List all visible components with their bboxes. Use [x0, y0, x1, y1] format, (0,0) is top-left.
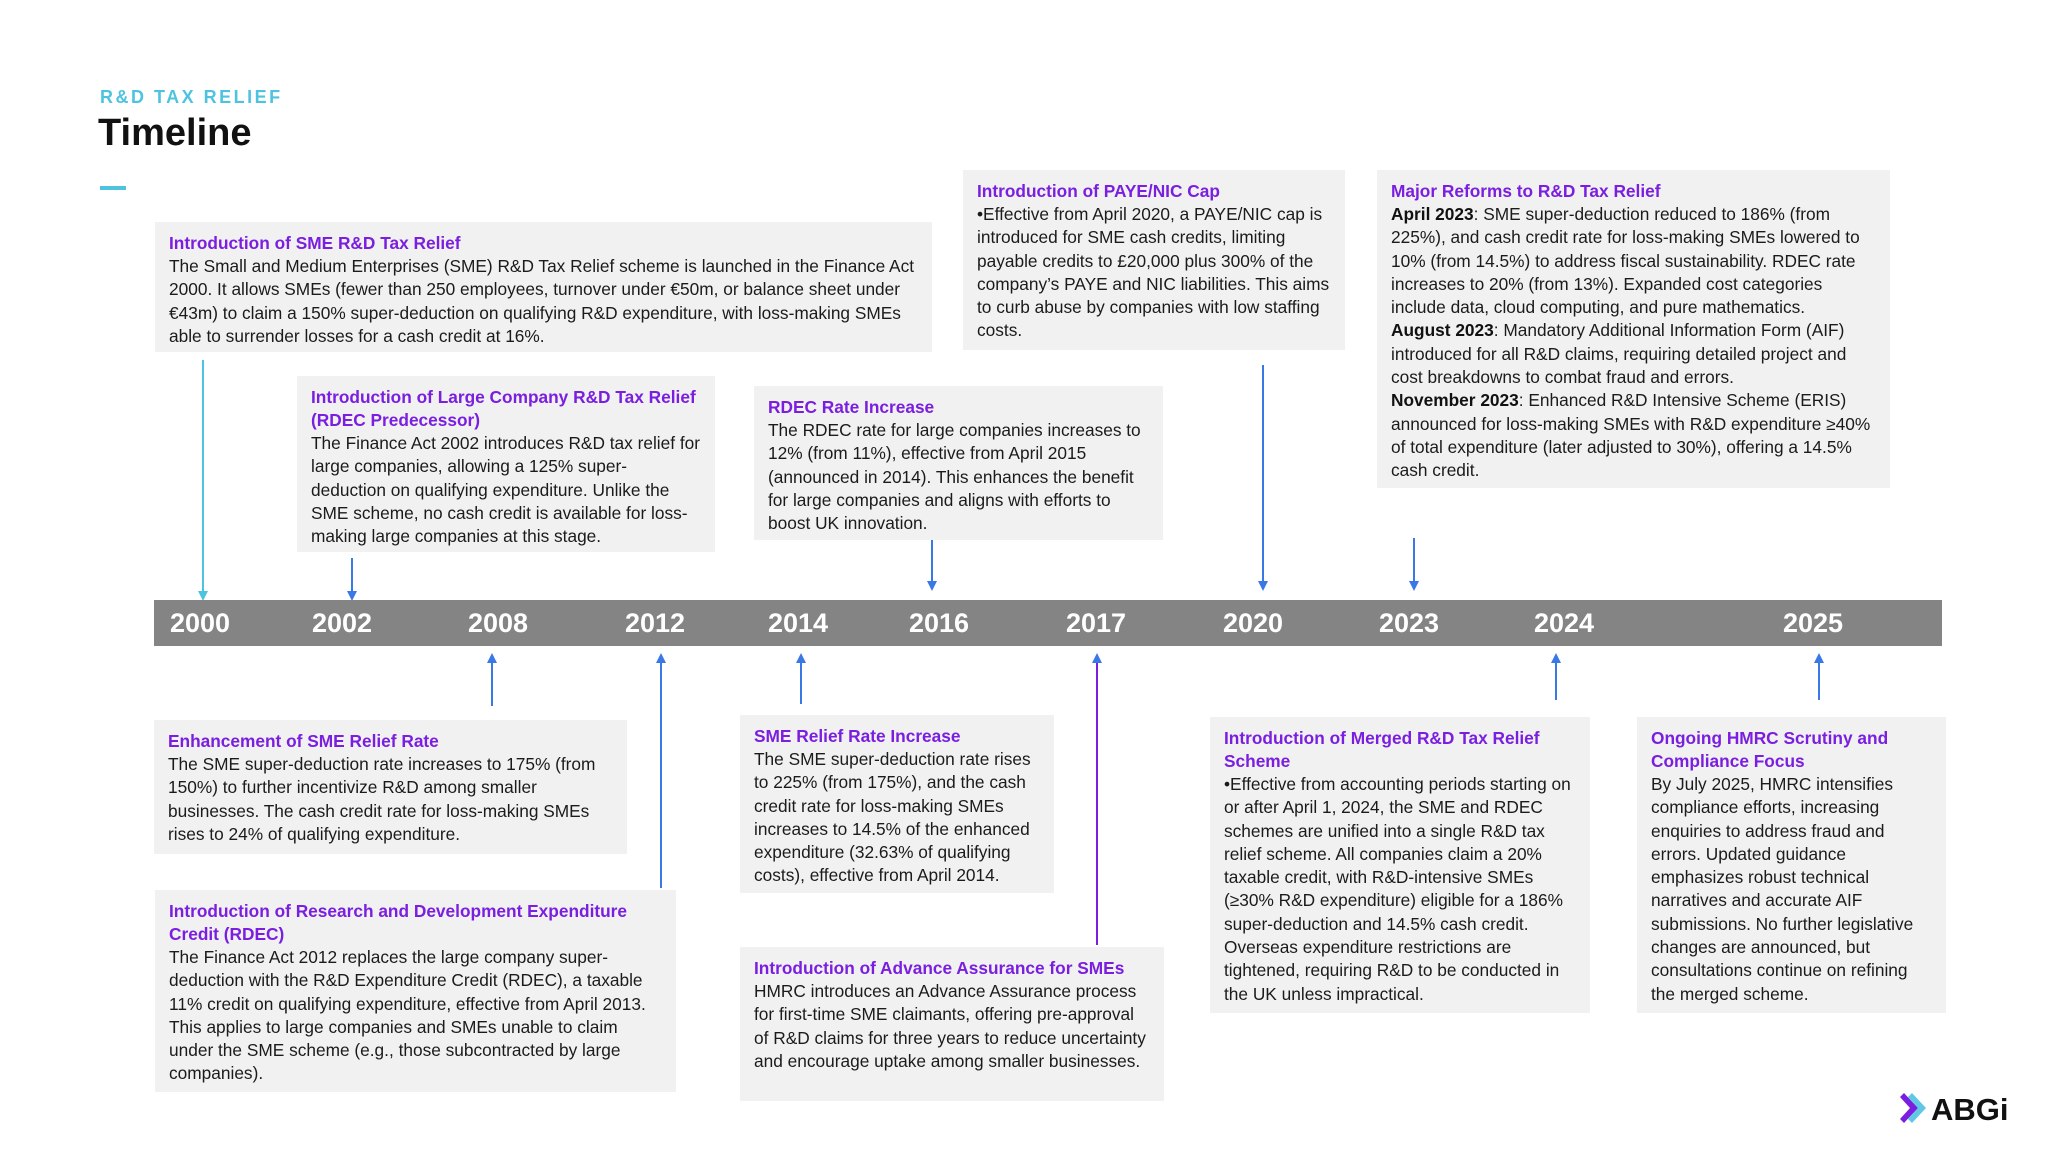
page-title: Timeline	[98, 112, 252, 154]
event-title: Introduction of PAYE/NIC Cap	[977, 181, 1220, 201]
event-description: The Finance Act 2012 replaces the large company super-deduction with the R&D Expenditure Credit (RDEC), a taxable 11% credit on qualifying expenditure, effective from April 2013. This applies to large companies and SMEs unable to claim under the SME scheme (e.g., those subcontracted by large companies).	[169, 947, 646, 1084]
event-description: HMRC introduces an Advance Assurance process for first-time SME claimants, offering pre-approval of R&D claims for three years to reduce uncertainty and encourage uptake among smaller businesses.	[754, 981, 1146, 1071]
event-title: RDEC Rate Increase	[768, 397, 935, 417]
year-label: 2020	[1222, 608, 1284, 638]
year-label: 2012	[624, 608, 686, 638]
event-title: Ongoing HMRC Scrutiny and Compliance Focus	[1651, 728, 1889, 771]
event-item	[1391, 319, 1876, 389]
event-title: Introduction of Large Company R&D Tax Relief (RDEC Predecessor)	[311, 387, 696, 430]
event-card-2000	[155, 222, 932, 352]
year-label: 2024	[1533, 608, 1595, 638]
event-card-2024	[1210, 717, 1590, 1013]
event-title: Introduction of Merged R&D Tax Relief Scheme	[1224, 728, 1540, 771]
event-card-2025	[1637, 717, 1946, 1013]
event-card-2020	[963, 170, 1345, 350]
event-card-2016	[754, 386, 1163, 540]
event-item	[1391, 389, 1876, 482]
year-label: 2002	[311, 608, 373, 638]
event-item-text: : SME super-deduction reduced to 186% (from 225%), and cash credit rate for loss-making SMEs lowered to 10% (from 14.5%) to address fiscal sustainability. RDEC rate increases to 20% (from 13%). Expanded cost categories include data, cloud computing, and pure mathematics.	[1391, 204, 1860, 318]
event-card-2012	[155, 890, 676, 1092]
event-description: The SME super-deduction rate increases to 175% (from 150%) to further incentivize R&D among smaller businesses. The cash credit rate for loss-making SMEs rises to 24% of qualifying expenditure.	[168, 754, 596, 844]
year-label: 2023	[1378, 608, 1440, 638]
event-title: Enhancement of SME Relief Rate	[168, 731, 439, 751]
event-description: The RDEC rate for large companies increases to 12% (from 11%), effective from April 2015 (announced in 2014). This enhances the benefit for large companies and aligns with efforts to boost UK innovation.	[768, 420, 1141, 534]
event-title: Introduction of SME R&D Tax Relief	[169, 233, 461, 253]
event-title: Major Reforms to R&D Tax Relief	[1391, 181, 1661, 201]
section-kicker: R&D TAX RELIEF	[100, 87, 283, 107]
year-label: 2000	[169, 608, 231, 638]
event-title: Introduction of Research and Development Expenditure Credit (RDEC)	[169, 901, 628, 944]
event-card-2014	[740, 715, 1054, 893]
event-description: The Small and Medium Enterprises (SME) R&D Tax Relief scheme is launched in the Finance Act 2000. It allows SMEs (fewer than 250 employees, turnover under €50m, or balance sheet under €43m) to claim a 150% super-deduction on qualifying R&D expenditure, with loss-making SMEs able to surrender losses for a cash credit at 16%.	[169, 256, 915, 346]
year-label: 2008	[467, 608, 529, 638]
event-card-2023	[1377, 170, 1890, 488]
event-item-text: : Mandatory Additional Information Form (AIF) introduced for all R&D claims, requiring detailed project and cost breakdowns to combat fraud and errors.	[1391, 320, 1847, 388]
event-item-label: November 2023	[1391, 390, 1519, 411]
event-description: The Finance Act 2002 introduces R&D tax relief for large companies, allowing a 125% super-deduction on qualifying expenditure. Unlike the SME scheme, no cash credit is available for loss-making large companies at this stage.	[311, 433, 701, 547]
event-item-label: April 2023	[1391, 204, 1474, 224]
logo-text: ABGi	[1931, 1092, 2009, 1127]
event-description: By July 2025, HMRC intensifies compliance efforts, increasing enquiries to address fraud and errors. Updated guidance emphasizes robust technical narratives and accurate AIF submissions. No further legislative changes are announced, but consultations continue on refining the merged scheme.	[1651, 774, 1914, 1004]
abgi-logo	[1898, 1086, 2033, 1130]
year-label: 2017	[1065, 608, 1127, 638]
event-item	[1391, 203, 1876, 319]
event-item-text: : Enhanced R&D Intensive Scheme (ERIS) announced for loss-making SMEs with R&D expenditure ≥40% of total expenditure (later adjusted to 30%), offering a 14.5% cash credit.	[1391, 390, 1871, 481]
year-label: 2014	[767, 608, 829, 638]
event-description: •Effective from accounting periods starting on or after April 1, 2024, the SME and RDEC schemes are unified into a single R&D tax relief scheme. All companies claim a 20% taxable credit, with R&D-intensive SMEs (≥30% R&D expenditure) eligible for a 186% super-deduction and 14.5% cash credit. Overseas expenditure restrictions are tightened, requiring R&D to be conducted in the UK unless impractical.	[1224, 774, 1571, 1004]
event-card-2002	[297, 376, 715, 552]
event-description: The SME super-deduction rate rises to 225% (from 175%), and the cash credit rate for loss-making SMEs increases to 14.5% of the enhanced expenditure (32.63% of qualifying costs), effective from April 2014.	[754, 749, 1031, 886]
event-card-2008	[154, 720, 627, 854]
event-title: SME Relief Rate Increase	[754, 726, 961, 746]
event-item-label: August 2023	[1391, 320, 1494, 341]
year-label: 2025	[1782, 608, 1844, 638]
year-label: 2016	[908, 608, 970, 638]
event-description: •Effective from April 2020, a PAYE/NIC cap is introduced for SME cash credits, limiting payable credits to £20,000 plus 300% of the company’s PAYE and NIC liabilities. This aims to curb abuse by companies with low staffing costs.	[977, 204, 1330, 341]
event-title: Introduction of Advance Assurance for SMEs	[754, 958, 1125, 978]
timeline-bar	[154, 600, 1942, 646]
event-card-2017	[740, 947, 1164, 1101]
